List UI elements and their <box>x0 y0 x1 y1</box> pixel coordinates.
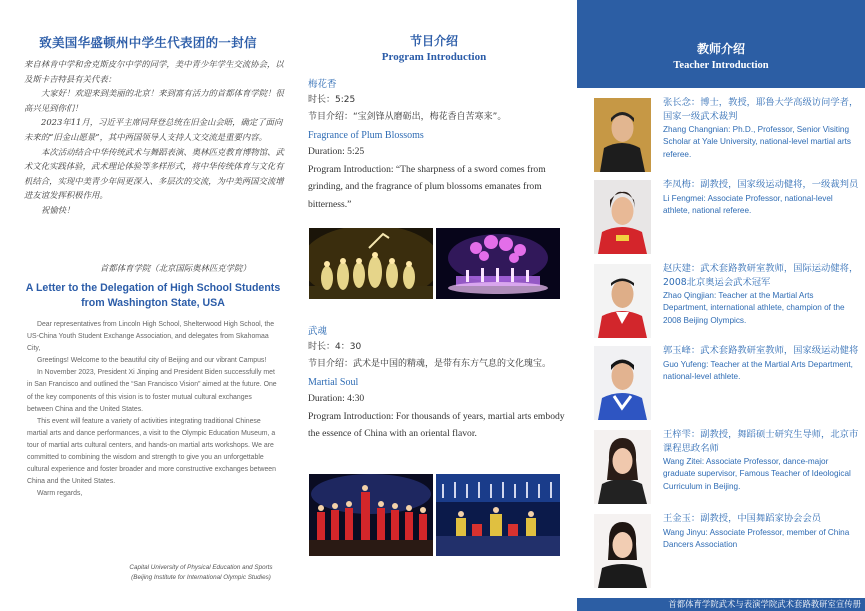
teacher-desc-cn: 郭玉峰：武术套路教研室教师，国家级运动健将 <box>663 345 859 356</box>
plum-dance-photo-2 <box>436 228 560 299</box>
teacher-photo-zhang <box>594 98 651 172</box>
martial-soul-photo-1 <box>309 474 433 556</box>
program-title-cn: 节目介绍 <box>409 34 458 48</box>
letter-paragraph-cn: 大家好！欢迎来到美丽的北京！来到富有活力的首都体育学院！很高兴见到你们！ <box>24 88 284 113</box>
program-duration-cn: 时长：4：30 <box>308 342 362 352</box>
letter-title-cn: 致美国华盛顿州中学生代表团的一封信 <box>39 35 257 50</box>
program-item-plum <box>308 78 570 213</box>
martial-soul-photo-2 <box>436 474 560 556</box>
teacher-desc-cn: 张长念：博士，教授，耶鲁大学高级访问学者，国家一级武术裁判 <box>663 97 859 122</box>
letter-paragraph-en: This event will feature a variety of activities integrating traditional Chinese martial arts and dance performances, a visit to the Olympic Education Museum, a tour of martial arts cultural centers, and hands-on martial arts workshops. We are committed to combining the wisdom and strength to give you an unforgettable cultural experience and foster broader and more constructive exchanges between China and the United States. <box>27 417 276 486</box>
teacher-desc-en: Zhao Qingjian: Teacher at the Martial Arts Department, international athlete, champion of the 2008 Beijing Olympics. <box>663 291 845 325</box>
teacher-desc-en: Wang Zitei: Associate Professor, dance-major graduate supervisor, Famous Teacher of Ideological Curriculum in Beijing. <box>663 457 851 491</box>
program-intro-cn: 节目介绍：“宝剑锋从磨砺出，梅花香自苦寒来”。 <box>308 112 507 122</box>
program-name-en: Martial Soul <box>308 377 359 388</box>
teacher-photo-zhao <box>594 264 651 338</box>
teacher-info <box>663 178 859 217</box>
signature-line-1: Capital University of Physical Education and Sports <box>129 564 273 571</box>
letter-paragraph-cn: 2023年11月，习近平主席同拜登总统在旧金山会晤，确定了面向未来的“旧金山愿景”，其中两国领导人支持人文交流是重要内容。 <box>24 117 283 142</box>
program-duration-cn: 时长：5:25 <box>308 95 356 105</box>
teacher-photo-wang-jinyu <box>594 514 651 588</box>
teacher-list <box>577 88 865 600</box>
letter-signature-cn: 首都体育学院（北京国际奥林匹克学院） <box>100 263 251 273</box>
program-intro-en: Program Introduction: For thousands of years, martial arts embody the essence of China with an oriental flavor. <box>308 410 565 439</box>
teacher-desc-en: Guo Yufeng: Teacher at the Martial Arts Department, national-level athlete. <box>663 359 853 381</box>
letter-paragraph-en: Dear representatives from Lincoln High School, Shelterwood High School, the US-China Youth Student Exchange Association, and delegates from Skahomaa City, <box>27 321 275 353</box>
program-duration-en: Duration: 4:30 <box>308 393 365 404</box>
letter-paragraph-en: Greetings! Welcome to the beautiful city of Beijing and our vibrant Campus! <box>37 357 267 365</box>
program-title-en: Program Introduction <box>381 51 487 63</box>
letter-signature-en <box>115 563 287 583</box>
letter-body-en <box>27 319 277 500</box>
teacher-photo-guo <box>594 346 651 420</box>
teacher-info <box>663 512 859 551</box>
teacher-info <box>663 96 859 161</box>
teacher-info <box>663 344 859 383</box>
letter-closing-cn: 祝愉快！ <box>41 204 75 215</box>
program-item-martial <box>308 325 570 443</box>
letter-title-en: A Letter to the Delegation of High School Students from Washington State, USA <box>25 282 281 309</box>
teacher-card <box>577 508 865 588</box>
teacher-info <box>663 428 859 493</box>
teacher-card <box>577 92 865 172</box>
teacher-card <box>577 424 865 504</box>
teacher-desc-en: Li Fengmei: Associate Professor, national-level athlete, national referee. <box>663 193 833 215</box>
plum-dance-photo-1 <box>309 228 433 299</box>
teacher-desc-cn: 王金玉：副教授，中国舞蹈家协会会员 <box>663 513 822 524</box>
footer-caption: 首都体育学院武术与表演学院武术套路教研室宣传册 <box>577 598 865 611</box>
teacher-photo-wang-zitei <box>594 430 651 504</box>
teacher-title-cn: 教师介绍 <box>696 42 745 56</box>
teacher-desc-cn: 赵庆建：武术套路教研室教师，国际运动健将，2008北京奥运会武术冠军 <box>663 263 859 288</box>
program-name-cn: 梅花香 <box>308 79 337 90</box>
letter-body-cn <box>24 57 286 218</box>
letter-column <box>0 0 291 611</box>
program-name-en: Fragrance of Plum Blossoms <box>308 130 424 141</box>
teacher-photo-li <box>594 180 651 254</box>
teacher-card <box>577 340 865 420</box>
teacher-title-en: Teacher Introduction <box>673 60 769 71</box>
program-intro-cn: 节目介绍：武术是中国的精魂，是带有东方气息的文化瑰宝。 <box>308 359 552 369</box>
program-column <box>291 0 577 611</box>
program-name-cn: 武魂 <box>308 326 328 337</box>
teacher-desc-cn: 王梓雫：副教授，舞蹈硕士研究生导师，北京市课程思政名师 <box>663 429 859 454</box>
teacher-desc-en: Wang Jinyu: Associate Professor, member of China Dancers Association <box>663 527 850 549</box>
program-intro-en: Program Introduction: “The sharpness of a sword comes from grinding, and the fragrance of plum blossoms emanates from bitterness.” <box>308 163 546 210</box>
teacher-info <box>663 262 859 327</box>
letter-paragraph-cn: 本次活动结合中华传统武术与舞蹈表演、奥林匹克教育博物馆、武术文化实践体验，武术理论体验等多样形式，将中华传统体育与文化有机结合，实现中美青少年间更深入、多层次的交流，为中美两国交流增进友谊发挥积极作用。 <box>24 146 284 201</box>
program-duration-en: Duration: 5:25 <box>308 146 365 157</box>
teacher-card <box>577 258 865 338</box>
letter-paragraph-cn: 来自林肯中学和舍克斯皮尔中学的同学，美中青少年学生交流协会，以及斯卡吉特县有关代表： <box>24 59 284 84</box>
teacher-desc-cn: 李凤梅：副教授，国家级运动健将，一级裁判员 <box>663 179 859 190</box>
letter-paragraph-en: In November 2023, President Xi Jinping and President Biden successfully met in San Francisco and outlined the “San Francisco Vision” aimed at the future. One of the key components of this vision is to foster mutual cultural exchanges between China and the United States. <box>27 369 277 413</box>
teacher-desc-en: Zhang Changnian: Ph.D., Professor, Senior Visiting Scholar at Yale University, national-level martial arts referee. <box>663 125 851 159</box>
teacher-card <box>577 174 865 254</box>
letter-closing-en: Warm regards, <box>37 490 83 498</box>
signature-line-2: (Beijing Institute for International Olympic Studies) <box>131 574 271 581</box>
